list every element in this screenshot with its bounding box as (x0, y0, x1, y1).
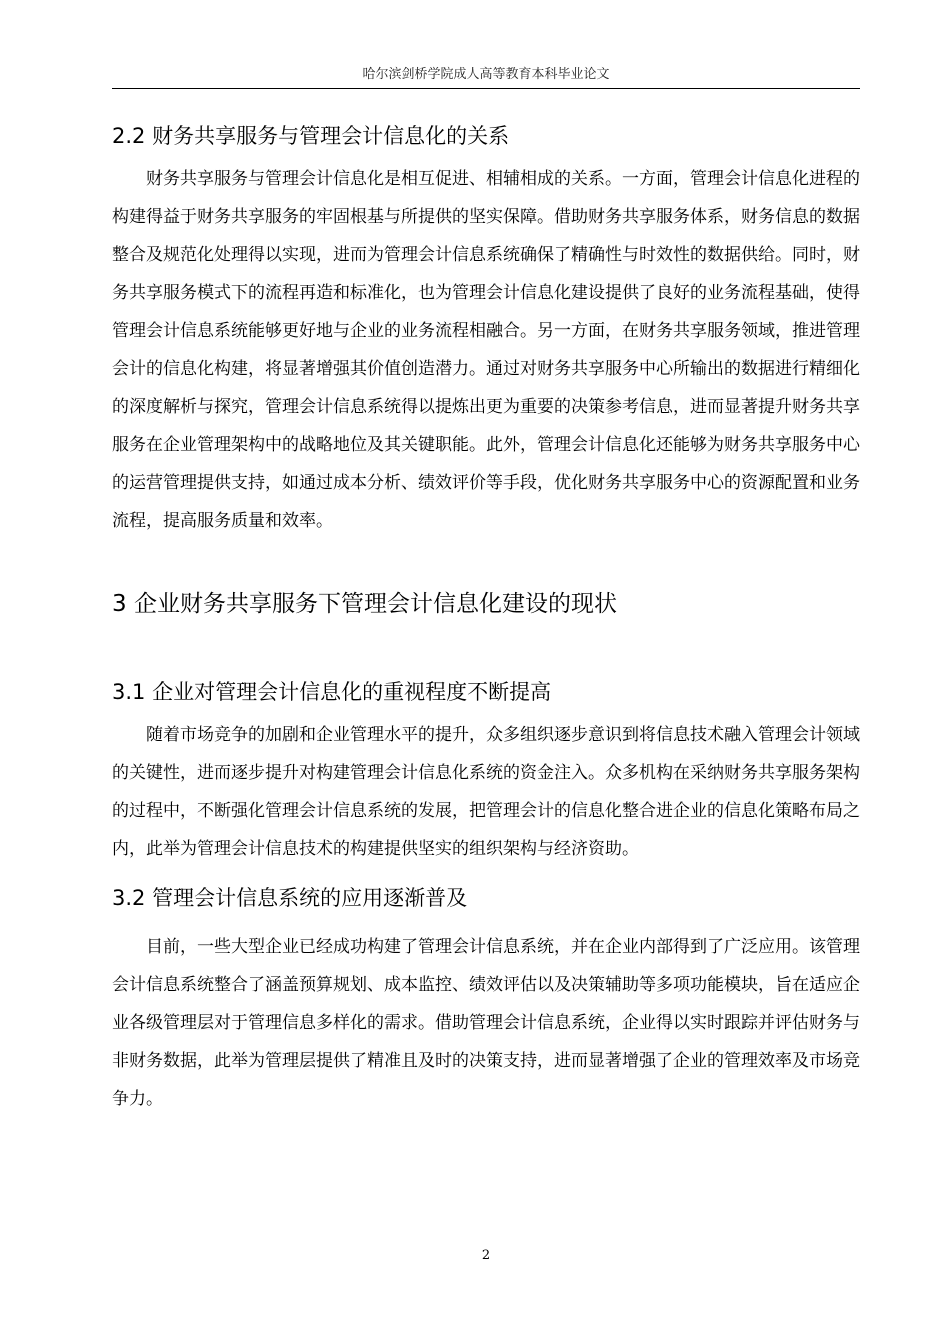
running-header: 哈尔滨剑桥学院成人高等教育本科毕业论文 (362, 67, 610, 82)
page-number: 2 (481, 1248, 491, 1263)
section-3-1-heading: 3.1 企业对管理会计信息化的重视程度不断提高 (112, 680, 552, 704)
page-body (112, 112, 860, 1118)
section-2-2-heading: 2.2 财务共享服务与管理会计信息化的关系 (112, 124, 510, 148)
header-rule (112, 88, 860, 89)
spacer (112, 630, 860, 668)
section-3-1-paragraph: 随着市场竞争的加剧和企业管理水平的提升，众多组织逐步意识到将信息技术融入管理会计领域的关键性，进而逐步提升对构建管理会计信息化系统的资金注入。众多机构在采纳财务共享服务架构的过程中，不断强化管理会计信息系统的发展，把管理会计的信息化整合进企业的信息化策略布局之内，此举为管理会计信息技术的构建提供坚实的组织架构与经济资助。 (112, 725, 860, 859)
section-3-2-paragraph: 目前，一些大型企业已经成功构建了管理会计信息系统，并在企业内部得到了广泛应用。该管理会计信息系统整合了涵盖预算规划、成本监控、绩效评估以及决策辅助等多项功能模块，旨在适应企业各级管理层对于管理信息多样化的需求。借助管理会计信息系统，企业得以实时跟踪并评估财务与非财务数据，此举为管理层提供了精准且及时的决策支持，进而显著增强了企业的管理效率及市场竞争力。 (112, 937, 860, 1109)
section-2-2-paragraph: 财务共享服务与管理会计信息化是相互促进、相辅相成的关系。一方面，管理会计信息化进程的构建得益于财务共享服务的牢固根基与所提供的坚实保障。借助财务共享服务体系，财务信息的数据整合及规范化处理得以实现，进而为管理会计信息系统确保了精确性与时效性的数据供给。同时，财务共享服务模式下的流程再造和标准化，也为管理会计信息化建设提供了良好的业务流程基础，使得管理会计信息系统能够更好地与企业的业务流程相融合。另一方面，在财务共享服务领域，推进管理会计的信息化构建，将显著增强其价值创造潜力。通过对财务共享服务中心所输出的数据进行精细化的深度解析与探究，管理会计信息系统得以提炼出更为重要的决策参考信息，进而显著提升财务共享服务在企业管理架构中的战略地位及其关键职能。此外，管理会计信息化还能够为财务共享服务中心的运营管理提供支持，如通过成本分析、绩效评价等手段，优化财务共享服务中心的资源配置和业务流程，提高服务质量和效率。 (112, 169, 860, 531)
chapter-3-heading: 3 企业财务共享服务下管理会计信息化建设的现状 (112, 591, 617, 617)
section-3-2-heading: 3.2 管理会计信息系统的应用逐渐普及 (112, 886, 468, 910)
spacer (112, 540, 860, 578)
